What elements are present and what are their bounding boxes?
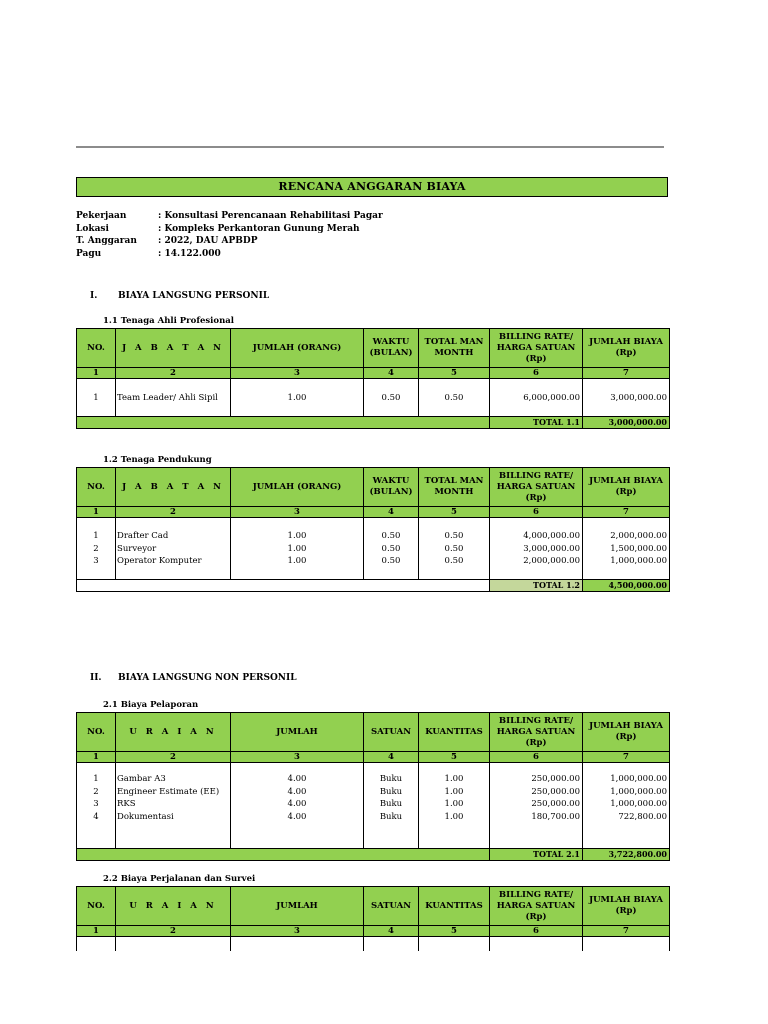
table-row-no: 3 <box>93 799 99 810</box>
table-row-no: 1 <box>93 774 99 784</box>
table-header-row: NO. U R A I A N JUMLAH SATUAN KUANTITAS BILLING RATE/ HARGA SATUAN (Rp) JUMLAH BIAYA (Rp) <box>77 887 670 926</box>
header-rule <box>76 146 664 148</box>
total-label: TOTAL 1.2 <box>490 580 583 592</box>
total-row <box>77 849 670 861</box>
table-2-2-label: 2.2 Biaya Perjalanan dan Survei <box>103 874 256 884</box>
info-row-tahun-anggaran: T. Anggaran : 2022, DAU APBDP <box>76 236 258 247</box>
total-value: 3,000,000.00 <box>583 417 670 429</box>
total-label: TOTAL 1.1 <box>490 417 583 429</box>
column-number-row: 1 2 3 4 5 6 7 <box>77 926 670 937</box>
table-row-name: Operator Komputer <box>117 556 202 567</box>
section-1-title: BIAYA LANGSUNG PERSONIL <box>118 291 270 301</box>
table-header-row: NO. U R A I A N JUMLAH SATUAN KUANTITAS BILLING RATE/ HARGA SATUAN (Rp) JUMLAH BIAYA (Rp) <box>77 713 670 752</box>
column-number-row: 1 2 3 4 5 6 7 <box>77 368 670 379</box>
table-row-name: Gambar A3 <box>117 774 166 784</box>
table-2-2 <box>76 886 670 951</box>
table-row-name: Engineer Estimate (EE) <box>117 786 220 797</box>
total-value: 4,500,000.00 <box>583 580 670 592</box>
column-number-row: 1 2 3 4 5 6 7 <box>77 507 670 518</box>
total-value: 3,722,800.00 <box>583 849 670 861</box>
table-1-2-label: 1.2 Tenaga Pendukung <box>103 455 212 465</box>
table-row-name: RKS <box>117 799 136 810</box>
table-row-name: Surveyor <box>117 543 157 554</box>
document-title: RENCANA ANGGARAN BIAYA <box>76 177 668 197</box>
table-row-no: 2 <box>93 786 99 797</box>
section-2-number: II. <box>90 673 102 683</box>
table-body <box>77 937 670 951</box>
table-1-1-label: 1.1 Tenaga Ahli Profesional <box>103 316 234 326</box>
table-row-no: 3 <box>93 556 99 567</box>
column-number-row: 1 2 3 4 5 6 7 <box>77 752 670 763</box>
table-row-name: Drafter Cad <box>117 531 169 541</box>
table-body: 1 2 3 Drafter Cad Surveyor Operator Komputer 1.00 1.00 1.00 0.50 0.50 0.50 0.50 0.50 0.50 4,000,000.00 3,000,000.00 2,000,000.00 2,000,000.00 1,500,000.00 1,000,000.00 <box>77 518 670 580</box>
info-row-pekerjaan: Pekerjaan : Konsultasi Perencanaan Rehabilitasi Pagar <box>76 211 383 221</box>
table-body: 1 2 3 4 Gambar A3 Engineer Estimate (EE) RKS Dokumentasi 4.00 4.00 4.00 4.00 Buku Buku Buku Buku 1.00 1.00 1.00 1.00 250,000.00 250,000.00 250,000.00 180,700.00 1,000,000.00 1,000,000.00 1,000,000.00 722,800.00 <box>77 763 670 849</box>
table-2-1-label: 2.1 Biaya Pelaporan <box>103 700 199 710</box>
info-row-lokasi: Lokasi : Kompleks Perkantoran Gunung Merah <box>76 223 360 234</box>
section-2-title: BIAYA LANGSUNG NON PERSONIL <box>118 673 297 683</box>
table-row-no: 2 <box>93 543 99 554</box>
total-label: TOTAL 2.1 <box>490 849 583 861</box>
total-row <box>77 417 670 429</box>
info-row-pagu: Pagu : 14.122.000 <box>76 249 221 260</box>
section-1-number: I. <box>90 291 98 301</box>
table-header-row: NO. J A B A T A N JUMLAH (ORANG) WAKTU (BULAN) TOTAL MAN MONTH BILLING RATE/ HARGA SATUAN (Rp) JUMLAH BIAYA (Rp) <box>77 468 670 507</box>
table-1-2 <box>76 467 670 592</box>
table-row-no: 4 <box>93 812 99 823</box>
table-row-name: Dokumentasi <box>117 812 174 823</box>
table-row: 1 Team Leader/ Ahli Sipil 1.00 0.50 0.50 6,000,000.00 3,000,000.00 <box>77 379 670 417</box>
total-row <box>77 580 670 592</box>
table-2-1 <box>76 712 670 861</box>
table-1-1 <box>76 328 670 429</box>
project-info <box>76 210 383 261</box>
table-header-row: NO. J A B A T A N JUMLAH (ORANG) WAKTU (BULAN) TOTAL MAN MONTH BILLING RATE/ HARGA SATUAN (Rp) JUMLAH BIAYA (Rp) <box>77 329 670 368</box>
table-row-no: 1 <box>93 531 99 541</box>
